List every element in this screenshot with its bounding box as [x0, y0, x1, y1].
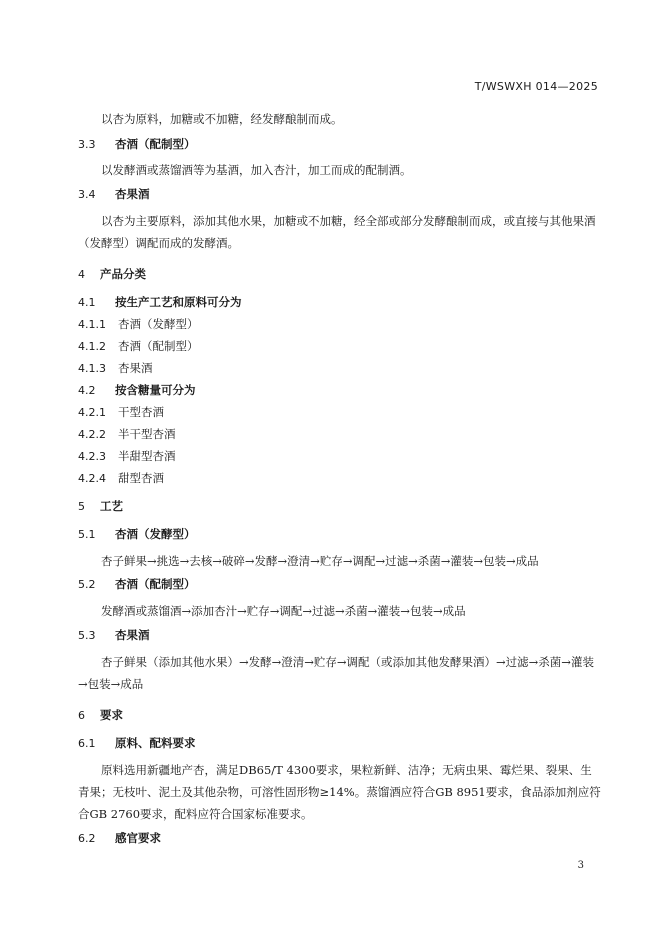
section-number: 4.1.2	[78, 340, 106, 353]
heading-5	[78, 498, 123, 514]
section-title: 杏酒（配制型）	[115, 577, 196, 591]
paragraph: 以杏为主要原料，添加其他水果，加糖或不加糖，经全部或部分发酵酿制而成，或直接与其他果酒（发酵型）调配而成的发酵酒。	[78, 214, 596, 250]
section-title: 按含糖量可分为	[115, 383, 196, 397]
section-title: 干型杏酒	[118, 405, 164, 419]
heading-4-2-2	[78, 426, 176, 442]
heading-4-1-3	[78, 360, 153, 376]
section-number: 5	[78, 500, 85, 513]
heading-3-4	[78, 186, 150, 202]
section-title: 杏果酒	[115, 628, 150, 642]
section-title: 杏酒（配制型）	[118, 339, 199, 353]
heading-4-2-4	[78, 470, 164, 486]
section-title: 杏果酒	[115, 187, 150, 201]
heading-6-1	[78, 735, 196, 751]
section-number: 4.2	[78, 384, 96, 397]
section-number: 4	[78, 268, 85, 281]
heading-4-1-1	[78, 316, 199, 332]
heading-3-3	[78, 136, 196, 152]
section-number: 3.4	[78, 188, 96, 201]
section-title: 产品分类	[100, 267, 146, 281]
paragraph: 以发酵酒或蒸馏酒等为基酒，加入杏汁，加工而成的配制酒。	[101, 163, 412, 177]
section-title: 半干型杏酒	[118, 427, 176, 441]
heading-5-2	[78, 576, 196, 592]
section-number: 5.1	[78, 528, 96, 541]
heading-4-1	[78, 294, 242, 310]
section-number: 5.3	[78, 629, 96, 642]
section-title: 感官要求	[115, 831, 161, 845]
section-number: 6.2	[78, 832, 96, 845]
section-title: 原料、配料要求	[115, 736, 196, 750]
section-number: 5.2	[78, 578, 96, 591]
heading-4-2-3	[78, 448, 176, 464]
page-number: 3	[577, 860, 584, 871]
process-flow: 杏子鲜果（添加其他水果）→发酵→澄清→贮存→调配（或添加其他发酵果酒）→过滤→杀菌→灌装→包装→成品	[78, 655, 594, 691]
section-number: 6	[78, 709, 85, 722]
section-number: 4.2.3	[78, 450, 106, 463]
section-title: 杏酒（发酵型）	[115, 527, 196, 541]
heading-6-2	[78, 830, 161, 846]
section-title: 要求	[100, 708, 123, 722]
section-number: 4.1.3	[78, 362, 106, 375]
section-number: 4.1.1	[78, 318, 106, 331]
heading-5-3	[78, 627, 150, 643]
section-title: 杏果酒	[118, 361, 153, 375]
section-title: 甜型杏酒	[118, 471, 164, 485]
section-title: 工艺	[100, 499, 123, 513]
section-number: 4.1	[78, 296, 96, 309]
heading-4-2-1	[78, 404, 164, 420]
section-number: 4.2.2	[78, 428, 106, 441]
section-number: 4.2.4	[78, 472, 106, 485]
section-title: 半甜型杏酒	[118, 449, 176, 463]
section-number: 6.1	[78, 737, 96, 750]
paragraph: 原料选用新疆地产杏，满足DB65/T 4300要求，果粒新鲜、洁净；无病虫果、霉烂果、裂果、生青果；无枝叶、泥土及其他杂物，可溶性固形物≥14%。蒸馏酒应符合GB 8951要求，食品添加剂应符合GB 2760要求，配料应符合国家标准要求。	[78, 763, 601, 821]
document-code-header: T/WSWXH 014—2025	[474, 80, 598, 93]
heading-5-1	[78, 526, 196, 542]
section-number: 3.3	[78, 138, 96, 151]
section-number: 4.2.1	[78, 406, 106, 419]
section-title: 杏酒（配制型）	[115, 137, 196, 151]
paragraph: 以杏为原料，加糖或不加糖，经发酵酿制而成。	[101, 112, 343, 126]
process-flow: 杏子鲜果→挑选→去核→破碎→发酵→澄清→贮存→调配→过滤→杀菌→灌装→包装→成品	[101, 554, 539, 568]
heading-4	[78, 266, 146, 282]
process-flow: 发酵酒或蒸馏酒→添加杏汁→贮存→调配→过滤→杀菌→灌装→包装→成品	[101, 604, 466, 618]
section-title: 杏酒（发酵型）	[118, 317, 199, 331]
heading-6	[78, 707, 123, 723]
section-title: 按生产工艺和原料可分为	[115, 295, 242, 309]
heading-4-1-2	[78, 338, 199, 354]
heading-4-2	[78, 382, 196, 398]
